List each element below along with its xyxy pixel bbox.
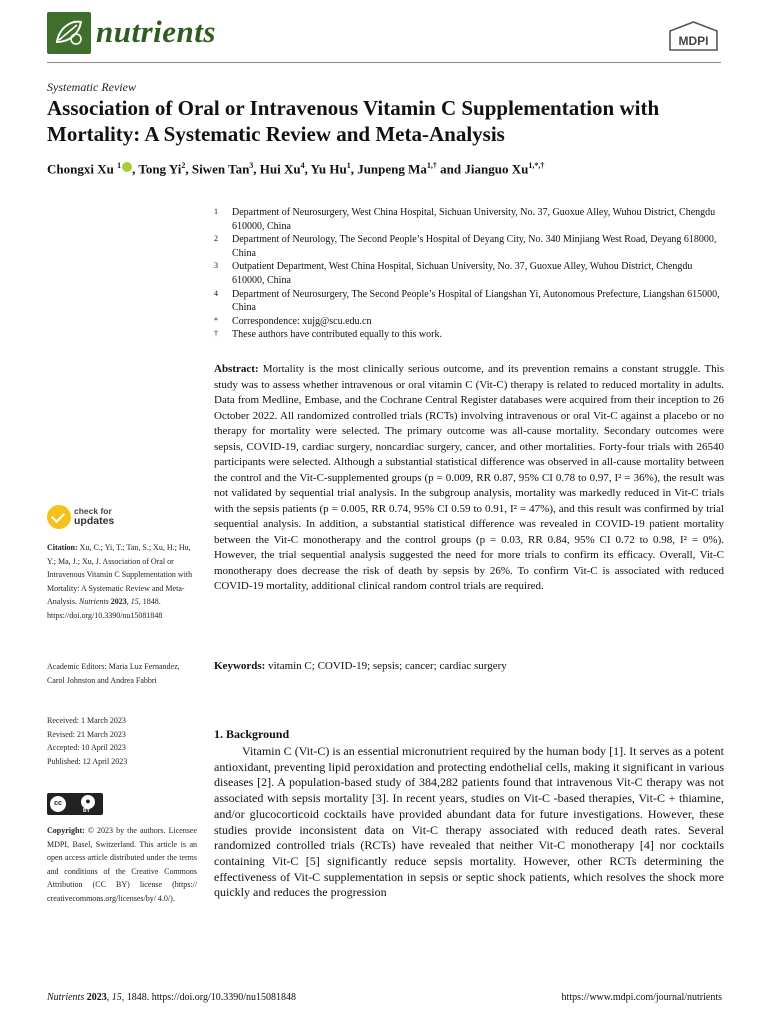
footer-volume: 15 — [111, 992, 122, 1003]
published-date: Published: 12 April 2023 — [47, 756, 128, 766]
affiliation-mark: 3 — [214, 261, 218, 271]
author-name: Junpeng Ma — [357, 161, 427, 177]
citation-text: Xu, C.; Yi, T.; Tan, S.; Xu, H.; Hu, Y.; Ma, J.; Xu, J. Association of Oral or Intravenous Vitamin C Supplementation with Mortality: A Systematic Review and Meta-Analysis. — [47, 543, 193, 606]
author-affiliation-mark: 1,† — [426, 161, 437, 170]
check-updates-icon — [47, 505, 71, 529]
keywords-label: Keywords: — [214, 660, 266, 672]
correspondence-email[interactable]: Correspondence: xujg@scu.edu.cn — [232, 315, 372, 327]
academic-editors: Academic Editors: Maria Luz Fernandez, Carol Johnston and Andrea Fabbri — [47, 662, 180, 685]
affiliation-item — [214, 260, 724, 287]
abstract-text: Mortality is the most clinically serious outcome, and its prevention remains a constant struggle. This study was to assess whether intravenous or oral vitamin C (Vit-C) therapy is related to reduced mortality in adults. Data from Medline, Embase, and the Cochrane Central Register databases were acquired from their inception to 26 October 2022. All randomized controlled trials (RCTs) involving intravenous or oral Vit-C against a placebo or no therapy for mortality were selected. The primary outcome was all-cause mortality. Secondary outcomes were sepsis, COVID-19, cardiac surgery, noncardiac surgery, cancer, and other mortalities. Forty-four trials with 26540 participants were selected. Although a substantial statistical difference was observed in all-cause mortality between the control and the Vit-C-supplemented groups (p = 0.009, RR 0.87, 95% CI 0.78 to 0.97, I² = 36%), the result was not validated by sequential trial analysis. In the subgroup analysis, mortality was markedly reduced in Vit-C trials with the sepsis patients (p = 0.005, RR 0.74, 95% CI 0.59 to 0.91, I² = 47%), and this result was confirmed by trial sequential analysis. In addition, a substantial statistical difference was revealed in COVID-19 patient mortality between the Vit-C monotherapy and the control groups (p = 0.03, RR 0.84, 95% CI 0.72 to 0.98, I² = 0%). However, the trial sequential analysis suggested the need for more trials to confirm its efficacy. Overall, Vit-C monotherapy does decrease the risk of death by sepsis by 26%. To confirm Vit-C is associated with reduced COVID-19 mortality, additional clinical random control trials are required. — [214, 363, 724, 592]
journal-name: nutrients — [96, 14, 216, 49]
affiliation-mark: 4 — [214, 288, 218, 298]
affiliation-mark: 1 — [214, 207, 218, 216]
publisher-logo — [666, 20, 721, 54]
copyright-block — [47, 824, 197, 905]
header-divider — [47, 62, 721, 63]
author-name: Hui Xu — [259, 161, 301, 177]
citation-label: Citation: — [47, 543, 78, 552]
citation-block: Citation: Xu, C.; Yi, T.; Tan, S.; Xu, H.; Hu, Y.; Ma, J.; Xu, J. Association of Oral or Intravenous Vitamin C Supplementation with Mortality: A Systematic Review and Meta-Analysis. Nutrients 2023, 15, 1848. https://doi.org/10.3390/nu15081848 — [47, 543, 193, 620]
affiliation-text: These authors have contributed equally to this work. — [232, 329, 442, 341]
citation-doi-link[interactable]: 1848. https://doi.org/10.3390/nu15081848 — [47, 597, 163, 620]
footer-journal-url[interactable]: https://www.mdpi.com/journal/nutrients — [561, 992, 722, 1003]
footer-journal: Nutrients — [47, 992, 85, 1003]
cc-license-badge[interactable] — [47, 793, 103, 815]
author-affiliation-mark: 4 — [300, 161, 305, 170]
check-updates-line1: check for — [74, 506, 112, 516]
author-name: Jianguo Xu — [464, 161, 529, 177]
journal-logo-icon — [47, 12, 91, 54]
author-affiliation-mark: 2 — [181, 161, 186, 170]
abstract — [214, 362, 724, 595]
footer-doi-link[interactable]: 1848. https://doi.org/10.3390/nu15081848 — [126, 992, 297, 1003]
author-name: Yu Hu — [310, 161, 347, 177]
publisher-name: MDPI — [678, 34, 709, 48]
author-affiliation-mark: 1,*,† — [528, 161, 545, 170]
affiliation-item — [214, 288, 724, 315]
affiliation-mark: † — [214, 329, 218, 339]
citation-journal: Nutrients — [79, 597, 109, 606]
author-list: Chongxi Xu $^1$ , Tong Yi$^2$, Siwen Tan$^3$, Hui Xu$^4$, Yu Hu$^1$, Junpeng $Ma^{1,\dagger}$ and Jianguo $Xu^{1,*,\dagger}$ — [47, 161, 545, 177]
orcid-icon[interactable] — [122, 162, 132, 172]
affiliation-item — [214, 206, 724, 233]
citation-year: 2023 — [110, 597, 127, 606]
copyright-label: Copyright: — [47, 826, 85, 835]
footer-year: 2023 — [86, 992, 107, 1003]
affiliation-text: Department of Neurology, The Second People’s Hospital of Deyang City, No. 340 Minjiang West Road, Deyang 618000, China — [232, 234, 717, 259]
affiliation-text: Department of Neurosurgery, The Second People’s Hospital of Liangshan Yi, Autonomous Prefecture, Liangshan 615000, China — [232, 288, 720, 314]
affiliation-item — [214, 233, 724, 260]
check-updates-line2: updates — [74, 515, 115, 527]
author-affiliation-mark: 3 — [249, 161, 254, 170]
article-title: Association of Oral or Intravenous Vitamin C Supplementation with Mortality: A Systematic Review and Meta-Analysis — [47, 96, 660, 146]
keywords — [214, 660, 724, 672]
accepted-date: Accepted: 10 April 2023 — [47, 743, 126, 752]
affiliation-mark: * — [214, 315, 218, 325]
author-conjunction: and — [440, 161, 462, 177]
section-heading: 1. Background — [214, 727, 290, 741]
abstract-label: Abstract: — [214, 363, 259, 375]
author-name: Tong Yi — [138, 161, 182, 177]
body-paragraph: Vitamin C (Vit-C) is an essential micronutrient required by the human body [1]. It serves as a potent antioxidant, preventing lipid peroxidation and protecting endothelial cells, making it significant in various diseases [2]. A population-based study of 384,282 patients found that intravenous Vit-C therapy was not associated with sepsis mortality [3]. In recent years, studies on Vit-C -based therapies, Vit-C + thiamine, and/or glucocorticoid cocktails have provided abundant data for future investigations. However, these studies provide inconsistent data on Vit-C therapy associated with reduced death rates. Several randomized controlled trials (RCTs) have revealed that neither Vit-C monotherapy [4] nor cocktails containing Vit-C [5] significantly reduce sepsis mortality. However, other RCTs determining the effectiveness of Vit-C supplementation in sepsis or septic shock patients, which resolves the shock more quickly and reduces the progression — [214, 744, 724, 900]
affiliation-item — [214, 328, 724, 342]
affiliation-item — [214, 315, 724, 329]
cc-by-label: BY — [83, 808, 90, 814]
revised-date: Revised: 21 March 2023 — [47, 729, 126, 739]
copyright-text: © 2023 by the authors. Licensee MDPI, Basel, Switzerland. This article is an open access article distributed under the terms and conditions of the Creative Commons Attribution (CC BY) license (https:// creativecommons.org/licenses/by/ 4.0/). — [47, 826, 198, 903]
footer-citation: Nutrients 2023, 15, 1848. https://doi.org/10.3390/nu15081848 — [47, 992, 297, 1003]
author-affiliation-mark: 1 — [346, 161, 351, 170]
citation-volume: 15 — [130, 597, 139, 606]
author-name: Siwen Tan — [191, 161, 250, 177]
affiliations — [214, 206, 724, 342]
affiliation-text: Department of Neurosurgery, West China Hospital, Sichuan University, No. 37, Guoxue Alley, Wuhou District, Chengdu 610000, China — [232, 207, 716, 232]
received-date: Received: 1 March 2023 — [47, 716, 126, 725]
cc-icon: cc — [50, 796, 66, 812]
affiliation-text: Outpatient Department, West China Hospital, Sichuan University, No. 37, Guoxue Alley, Wuhou District, Chengdu 610000, China — [232, 261, 693, 286]
check-for-updates-button[interactable] — [47, 505, 147, 533]
keywords-text: vitamin C; COVID-19; sepsis; cancer; cardiac surgery — [268, 660, 507, 672]
publication-dates — [47, 714, 197, 768]
article-type: Systematic Review — [47, 80, 136, 94]
affiliation-mark: 2 — [214, 234, 218, 244]
author-name: Chongxi Xu — [47, 161, 114, 177]
author-affiliation-mark: 1 — [117, 161, 122, 170]
attribution-icon: ● — [81, 795, 95, 809]
check-updates-label — [74, 506, 114, 526]
